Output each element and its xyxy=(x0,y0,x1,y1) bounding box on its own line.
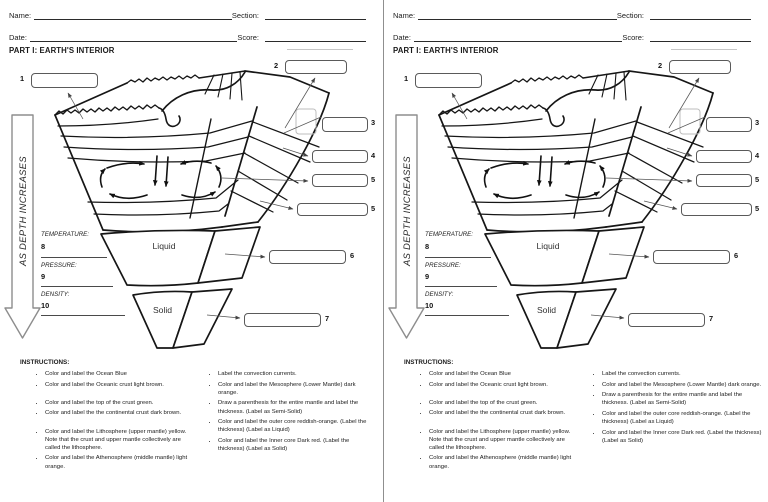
density-number: 10 xyxy=(425,301,434,310)
name-row xyxy=(393,9,751,20)
section-label: Section: xyxy=(231,11,259,20)
instruction-item: • Color and label the outer core reddish-orange. (Label the thickness) (Label as Liquid) xyxy=(218,418,377,434)
inner-core-label: Solid xyxy=(536,305,557,315)
instruction-item: • Draw a parenthesis for the entire mantle and label the thickness. (Label as Semi-Solid) xyxy=(218,399,377,415)
layer-lines xyxy=(58,119,252,215)
answer-box-4[interactable] xyxy=(696,150,752,163)
temperature-blank-line[interactable] xyxy=(41,257,107,258)
outer-core-label: Liquid xyxy=(152,241,176,251)
stray-line xyxy=(671,49,737,50)
name-field-line[interactable] xyxy=(418,10,617,20)
instruction-item: • Color and label the Mesosphere (Lower Mantle) dark orange. xyxy=(602,381,762,389)
inner-core-wedge xyxy=(517,289,616,348)
box-number-4: 4 xyxy=(371,151,376,160)
answer-box-1[interactable] xyxy=(31,73,98,88)
temperature-number: 8 xyxy=(41,242,46,251)
page-title: PART I: EARTH'S INTERIOR xyxy=(393,46,499,55)
instruction-item: • Color and label the the continental crust dark brown. xyxy=(429,409,572,417)
outer-core-label: Liquid xyxy=(536,241,560,251)
layer-lines xyxy=(442,119,636,215)
density-blank-line[interactable] xyxy=(41,315,125,316)
name-label: Name: xyxy=(393,11,416,20)
instruction-item: • Color and label the Ocean Blue xyxy=(429,370,572,378)
score-label: Score: xyxy=(237,33,259,42)
box-number-6: 6 xyxy=(350,251,355,260)
name-field-line[interactable] xyxy=(34,10,232,20)
worksheet-page xyxy=(384,0,768,502)
answer-box-4[interactable] xyxy=(312,150,368,163)
ocean-waves-front xyxy=(439,105,543,115)
box-number-3: 3 xyxy=(755,118,760,127)
date-label: Date: xyxy=(393,33,411,42)
depth-arrow-label: AS DEPTH INCREASES xyxy=(401,155,412,266)
ghost-box xyxy=(296,109,316,134)
box-number-5b: 5 xyxy=(371,204,376,213)
pressure-number: 9 xyxy=(41,272,46,281)
inner-core-label: Solid xyxy=(152,305,173,315)
page-title: PART I: EARTH'S INTERIOR xyxy=(9,46,115,55)
box-number-7: 7 xyxy=(325,314,330,323)
ocean-waves-back xyxy=(127,75,199,83)
date-row xyxy=(9,31,366,42)
pressure-number: 9 xyxy=(425,272,430,281)
instruction-item: • Color and label the Oceanic crust light brown. xyxy=(429,381,572,389)
box-number-1: 1 xyxy=(404,74,409,83)
pressure-blank-line[interactable] xyxy=(425,286,497,287)
instruction-item: • Label the convection currents. xyxy=(602,370,762,378)
answer-box-7[interactable] xyxy=(244,313,321,327)
box-number-1: 1 xyxy=(20,74,25,83)
instruction-item: • Color and label the Athenosphere (middle mantle) light orange. xyxy=(45,454,188,470)
instructions-section xyxy=(404,359,762,473)
instruction-item: • Color and label the Inner core Dark red. (Label the thickness) (Label as Solid) xyxy=(602,429,762,445)
ghost-box xyxy=(680,109,700,134)
instruction-item: • Color and label the outer core reddish-orange. (Label the thickness) (Label as Liquid) xyxy=(602,410,762,426)
temperature-label: TEMPERATURE: xyxy=(41,231,90,238)
instruction-item: • Color and label the Lithosphere (upper mantle) yellow. Note that the crust and upper mantle collectively are called the lithosphere. xyxy=(429,428,572,452)
name-label: Name: xyxy=(9,11,32,20)
instructions-right-column xyxy=(202,370,377,473)
date-label: Date: xyxy=(9,33,27,42)
answer-box-6[interactable] xyxy=(653,250,730,264)
instructions-left-column xyxy=(404,370,572,473)
pressure-blank-line[interactable] xyxy=(41,286,113,287)
box-number-5a: 5 xyxy=(755,175,760,184)
instruction-item: • Label the convection currents. xyxy=(218,370,377,378)
instruction-item: • Color and label the Oceanic crust light brown. xyxy=(45,381,188,389)
answer-box-1[interactable] xyxy=(415,73,482,88)
answer-box-2[interactable] xyxy=(669,60,731,74)
density-label: DENSITY: xyxy=(41,291,70,298)
density-blank-line[interactable] xyxy=(425,315,509,316)
answer-box-7[interactable] xyxy=(628,313,705,327)
answer-box-5b[interactable] xyxy=(297,203,368,216)
outer-core-wedge xyxy=(101,227,260,286)
box-number-2: 2 xyxy=(658,61,663,70)
instruction-item: • Color and label the Ocean Blue xyxy=(45,370,188,378)
outer-core-wedge xyxy=(485,227,644,286)
temperature-number: 8 xyxy=(425,242,430,251)
instruction-item: • Color and label the Inner core Dark red. (Label the thickness) (Label as Solid) xyxy=(218,437,377,453)
instruction-item: • Color and label the top of the crust green. xyxy=(429,399,572,407)
temperature-label: TEMPERATURE: xyxy=(425,231,474,238)
date-field-line[interactable] xyxy=(414,32,622,42)
instruction-item: • Color and label the the continental crust dark brown. xyxy=(45,409,188,417)
section-label: Section: xyxy=(616,11,644,20)
stray-line xyxy=(287,49,353,50)
answer-box-3[interactable] xyxy=(322,117,368,132)
instructions-columns xyxy=(20,370,377,473)
answer-box-5a[interactable] xyxy=(696,174,752,187)
pressure-label: PRESSURE: xyxy=(425,262,461,269)
box-number-2: 2 xyxy=(274,61,279,70)
instructions-heading: INSTRUCTIONS: xyxy=(404,359,454,366)
box-number-6: 6 xyxy=(734,251,739,260)
instruction-item: • Color and label the Athenosphere (middle mantle) light orange. xyxy=(429,454,572,470)
score-field-line[interactable] xyxy=(650,32,751,42)
date-row xyxy=(393,31,751,42)
date-field-line[interactable] xyxy=(30,32,237,42)
instruction-item: • Draw a parenthesis for the entire mantle and label the thickness. (Label as Semi-Solid) xyxy=(602,391,762,407)
box-number-7: 7 xyxy=(709,314,714,323)
answer-box-5a[interactable] xyxy=(312,174,368,187)
ocean-waves-back xyxy=(511,75,583,83)
instructions-columns xyxy=(404,370,762,473)
name-row xyxy=(9,9,366,20)
score-label: Score: xyxy=(622,33,644,42)
density-label: DENSITY: xyxy=(425,291,454,298)
answer-box-6[interactable] xyxy=(269,250,346,264)
box-number-5b: 5 xyxy=(755,204,760,213)
answer-box-2[interactable] xyxy=(285,60,347,74)
answer-box-5b[interactable] xyxy=(681,203,752,216)
score-field-line[interactable] xyxy=(265,32,366,42)
answer-box-3[interactable] xyxy=(706,117,752,132)
instruction-item: • Color and label the top of the crust green. xyxy=(45,399,188,407)
ocean-waves-front xyxy=(55,105,159,115)
temperature-blank-line[interactable] xyxy=(425,257,491,258)
box-number-5a: 5 xyxy=(371,175,376,184)
instruction-item: • Color and label the Lithosphere (upper mantle) yellow. Note that the crust and upper mantle collectively are called the lithosphere. xyxy=(45,428,188,452)
pressure-label: PRESSURE: xyxy=(41,262,77,269)
inner-core-wedge xyxy=(133,289,232,348)
instructions-section xyxy=(20,359,377,473)
section-field-line[interactable] xyxy=(650,10,751,20)
box-number-4: 4 xyxy=(755,151,760,160)
section-field-line[interactable] xyxy=(265,10,366,20)
instruction-item: • Color and label the Mesosphere (Lower Mantle) dark orange. xyxy=(218,381,377,397)
box-number-3: 3 xyxy=(371,118,376,127)
depth-arrow-label: AS DEPTH INCREASES xyxy=(17,155,28,266)
density-number: 10 xyxy=(41,301,50,310)
instructions-heading: INSTRUCTIONS: xyxy=(20,359,70,366)
instructions-right-column xyxy=(586,370,762,473)
instructions-left-column xyxy=(20,370,188,473)
